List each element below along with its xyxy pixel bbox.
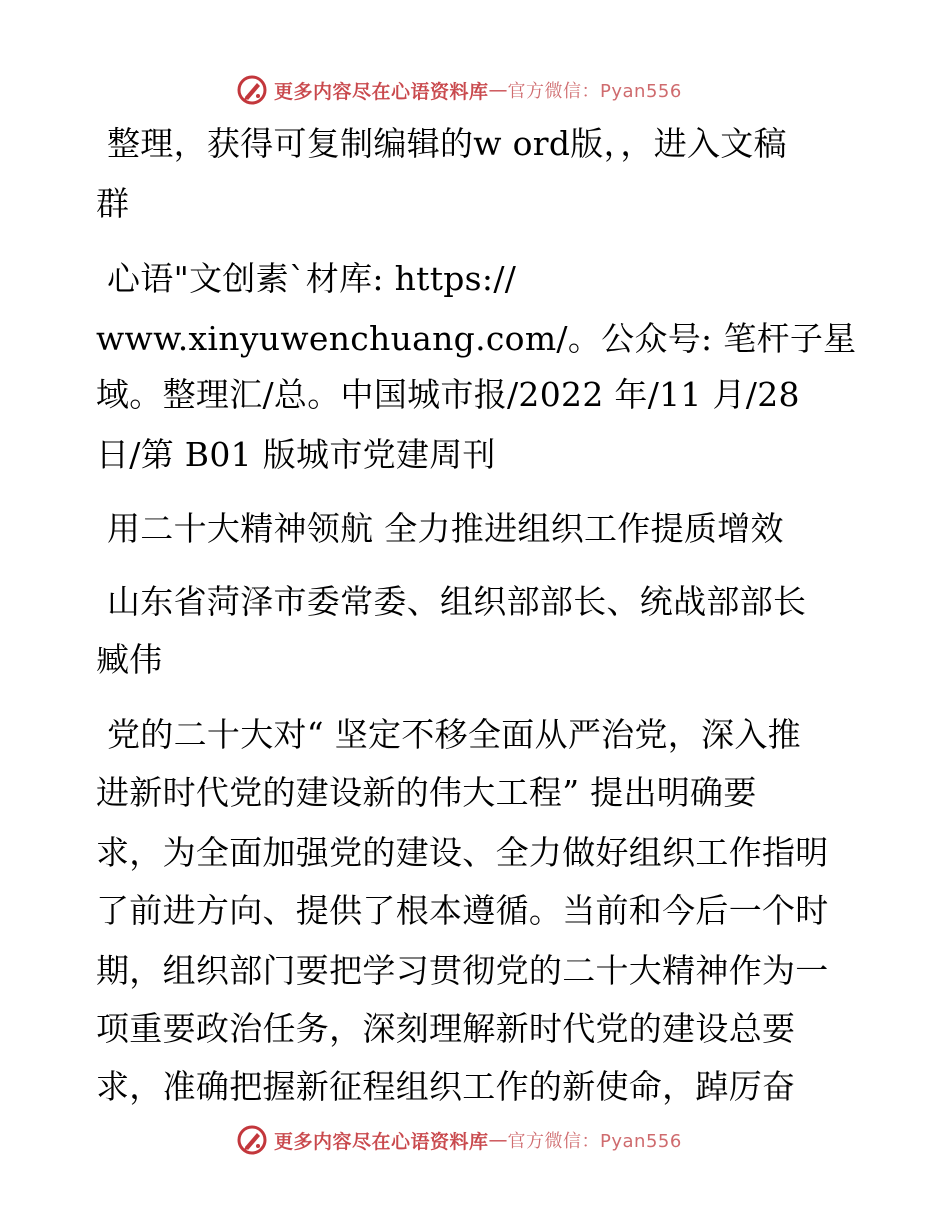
body-line: 求，准确把握新征程组织工作的新使命，踔厉奋 <box>96 1067 796 1106</box>
banner-main-text: 更多内容尽在心语资料库 <box>274 1130 489 1153</box>
banner-main-text: 更多内容尽在心语资料库 <box>274 80 489 103</box>
article-title: 用二十大精神领航 全力推进组织工作提质增效 <box>107 509 784 548</box>
body-line: 期，组织部门要把学习贯彻党的二十大精神作为一 <box>96 951 829 990</box>
brush-logo-icon <box>236 74 268 106</box>
body-line: 群 <box>96 184 130 223</box>
body-line: www.xinyuwenchuang.com/。公众号: 笔杆子星 <box>96 319 857 358</box>
header-banner <box>236 72 716 108</box>
body-line: 求，为全面加强党的建设、全力做好组织工作指明 <box>96 833 829 872</box>
body-line: 域。整理汇/总。中国城市报/2022 年/11 月/28 <box>96 375 800 414</box>
brush-logo-icon <box>236 1124 268 1156</box>
body-line: 项重要政治任务，深刻理解新时代党的建设总要 <box>96 1009 796 1048</box>
body-line: 进新时代党的建设新的伟大工程” 提出明确要 <box>96 773 757 812</box>
author-name: 臧伟 <box>96 640 163 679</box>
banner-wechat-text: 官方微信：Pyan556 <box>507 1131 682 1152</box>
body-line: 了前进方向、提供了根本遵循。当前和今后一个时 <box>96 891 829 930</box>
banner-dash: — <box>488 1129 508 1151</box>
body-line: 日/第 B01 版城市党建周刊 <box>96 435 496 474</box>
author-title-line: 山东省菏泽市委常委、组织部部长、统战部部长 <box>107 582 807 621</box>
banner-wechat-text: 官方微信：Pyan556 <box>507 81 682 102</box>
body-line: 党的二十大对“ 坚定不移全面从严治党，深入推 <box>107 715 801 754</box>
body-line: 整理，获得可复制编辑的w ord版，，进入文稿 <box>107 124 787 163</box>
banner-dash: — <box>488 79 508 101</box>
body-line: 心语"文创素`材库: https:// <box>107 259 517 298</box>
footer-banner <box>236 1122 716 1158</box>
